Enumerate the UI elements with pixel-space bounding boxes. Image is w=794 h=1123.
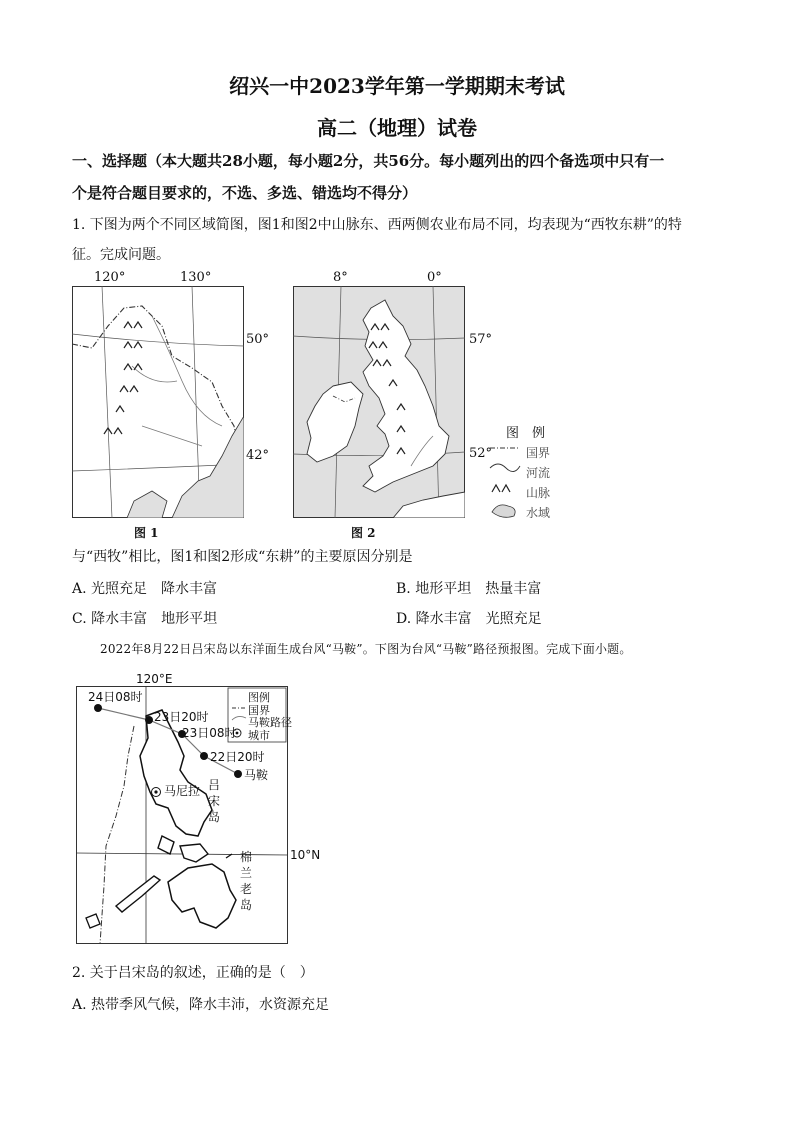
section-heading-line1: 一、选择题（本大题共28小题，每小题2分，共56分。每小题列出的四个备选项中只有一 [72, 152, 665, 170]
track-point-maan [234, 770, 242, 778]
exam-title: 绍兴一中2023学年第一学期期末考试 [229, 74, 565, 98]
legend-item-border: 国界 [526, 446, 551, 460]
river-icon [490, 464, 520, 472]
mindanao-label-3: 老 [240, 882, 253, 896]
fig1-lat-42: 42° [246, 448, 270, 463]
mindanao-label-4: 岛 [240, 898, 253, 912]
map3-legend-path: 马鞍路径 [248, 716, 292, 729]
track-label-23d08: 23日08时 [182, 726, 237, 740]
fig1-map [72, 286, 244, 518]
fig2-lon-8: 8° [333, 270, 348, 285]
fig2-lat-52: 52° [469, 446, 493, 461]
track-point-22d20 [200, 752, 208, 760]
q1-option-b[interactable]: B. 地形平坦 热量丰富 [396, 581, 542, 597]
fig2-lat-57: 57° [469, 332, 493, 347]
legend-symbols [488, 442, 524, 522]
mindanao-label-2: 兰 [240, 866, 253, 880]
q2-stem: 2. 关于吕宋岛的叙述，正确的是（ ） [72, 965, 314, 981]
city-label-manila: 马尼拉 [164, 784, 201, 798]
typhoon-intro: 2022年8月22日吕宋岛以东洋面生成台风“马鞍”。下图为台风“马鞍”路径预报图。完成下面小题。 [100, 642, 632, 656]
typhoon-map [76, 670, 326, 950]
q1-option-d[interactable]: D. 降水丰富 光照充足 [396, 611, 542, 627]
track-label-24d08: 24日08时 [88, 690, 143, 704]
fig1-lon-120: 120° [94, 270, 126, 285]
track-point-24d08 [94, 704, 102, 712]
figure-2 [293, 270, 493, 540]
fig2-caption: 图 2 [351, 526, 376, 540]
exam-subtitle: 高二（地理）试卷 [317, 116, 477, 140]
legend-item-river: 河流 [526, 466, 551, 480]
q1-option-a[interactable]: A. 光照充足 降水丰富 [72, 581, 218, 597]
q2-option-a[interactable]: A. 热带季风气候，降水丰沛，水资源充足 [72, 997, 330, 1013]
figure-1 [72, 270, 272, 540]
legend-item-water: 水域 [526, 506, 551, 520]
fig1-lat-50: 50° [246, 332, 270, 347]
fig1-lon-130: 130° [180, 270, 212, 285]
q1-stem-line1: 1. 下图为两个不同区域简图，图1和图2中山脉东、西两侧农业布局不同，均表现为“西牧东耕”的特 [72, 217, 682, 233]
q1-stem-line2: 征。完成问题。 [72, 247, 170, 263]
legend-item-mountain: 山脉 [526, 486, 551, 500]
map3-legend-border: 国界 [248, 704, 270, 717]
luzon-label-3: 岛 [208, 810, 221, 824]
legend-fig1-2 [488, 420, 588, 520]
fig2-map [293, 286, 465, 518]
luzon-label-1: 吕 [208, 778, 221, 792]
map3-lat-label: 10°N [290, 848, 321, 862]
mindanao-label-1: 棉 [240, 850, 253, 864]
water-icon [492, 505, 515, 517]
track-label-23d20: 23日20时 [154, 710, 209, 724]
fig2-lon-0: 0° [427, 270, 442, 285]
q1-question: 与“西牧”相比，图1和图2形成“东耕”的主要原因分别是 [72, 549, 413, 565]
map3-legend-title: 图例 [248, 691, 270, 704]
map3-legend-city: 城市 [248, 729, 270, 742]
track-point-23d20 [145, 716, 153, 724]
luzon-label-2: 宋 [208, 794, 221, 808]
q1-option-c[interactable]: C. 降水丰富 地形平坦 [72, 611, 218, 627]
track-label-maan: 马鞍 [244, 768, 269, 782]
mountain-icon [492, 485, 510, 492]
track-label-22d20: 22日20时 [210, 750, 265, 764]
legend-title: 图 例 [506, 426, 546, 441]
fig1-caption: 图 1 [134, 526, 159, 540]
section-heading-line2: 个是符合题目要求的，不选、多选、错选均不得分） [72, 184, 418, 202]
map3-lon-label: 120°E [136, 672, 173, 686]
